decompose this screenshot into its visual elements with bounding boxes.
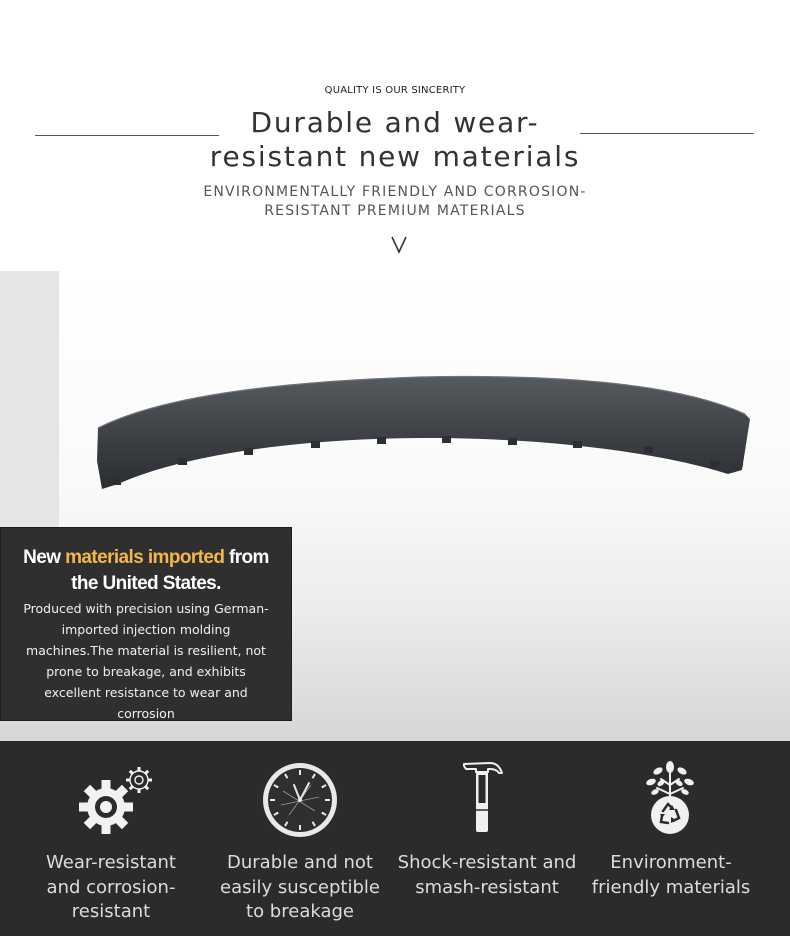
feature-label: Wear-resistant and corrosion- resistant (46, 852, 176, 922)
headline-line-1: Durable and wear- (250, 106, 540, 139)
info-title-line2: the United States. (71, 573, 221, 594)
feature-label: Environment- friendly materials (591, 852, 751, 898)
info-title-part1: New (23, 547, 61, 568)
feature-label: Durable and not easily susceptible to breakage (220, 852, 380, 922)
chevron-down-icon (387, 234, 411, 254)
headline (0, 106, 790, 174)
feature-label: Shock-resistant and smash-resistant (397, 852, 577, 898)
feature-environment-friendly (585, 741, 757, 936)
features-band (0, 741, 790, 936)
feature-wear-resistant (20, 741, 202, 936)
clock-icon (261, 761, 339, 839)
feature-durable (210, 741, 390, 936)
info-title-part2: from (229, 547, 269, 568)
subheadline-line-1: ENVIRONMENTALLY FRIENDLY AND CORROSION- (203, 184, 587, 200)
gears-icon (78, 765, 156, 837)
headline-line-2: resistant new materials (209, 140, 581, 173)
recycle-tree-icon (641, 761, 699, 835)
info-box-title (1, 545, 291, 597)
hammer-icon (462, 760, 504, 836)
feature-shock-resistant (392, 741, 582, 936)
info-box-body: Produced with precision using German-imported injection molding machines.The material is resilient, not prone to breakage, and exhibits excellent resistance to wear and corrosion (23, 601, 269, 721)
subheadline-line-2: RESISTANT PREMIUM MATERIALS (264, 203, 526, 219)
subheadline (0, 183, 790, 221)
tagline: QUALITY IS OUR SINCERITY (324, 85, 466, 96)
info-title-highlight: materials imported (65, 547, 225, 568)
info-box (1, 528, 291, 720)
